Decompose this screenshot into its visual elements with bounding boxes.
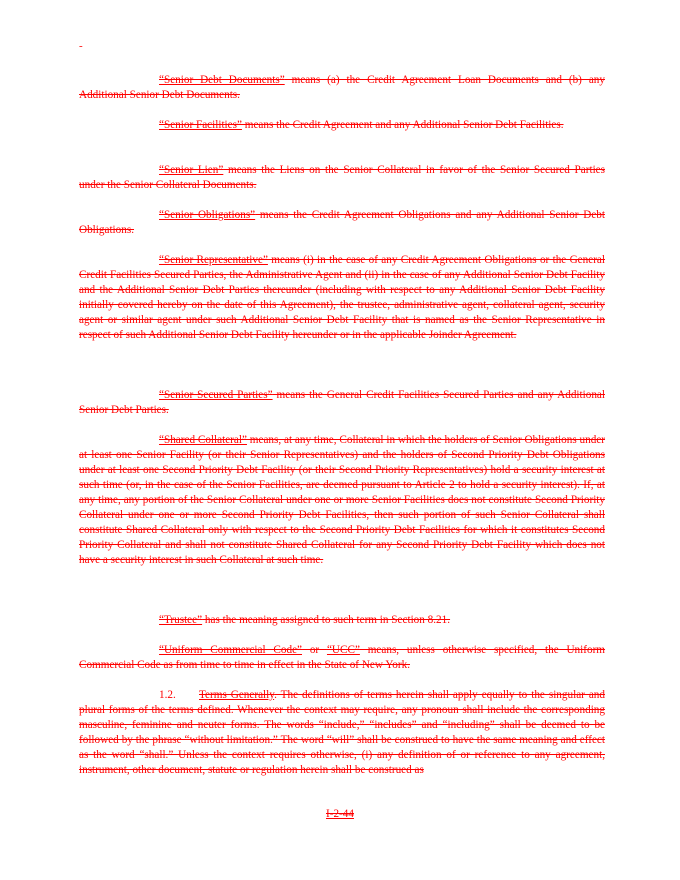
defined-term: “Senior Obligations” [159, 209, 256, 221]
definition-body: means (i) in the case of any Credit Agreement Obligations or the General Credit Facilities Secured Parties, the Administrative Agent and (ii) in the case of any Additional Senior Debt Facility and the Additional Senior Debt Parties thereunder (including with respect to any Additional Senior Debt Facility initially covered hereby on the date of this Agreement), the trustee, administrative agent, collateral agent, security agent or similar agent under such Additional Senior Debt Facility that is named as the Senior Representative in respect of such Additional Senior Debt Facility hereunder or in the applicable Joinder Agreement. [79, 254, 605, 341]
defined-term: “Uniform Commercial Code” [159, 644, 303, 656]
definition-senior-debt-documents [79, 73, 605, 103]
defined-term: “Senior Representative” [159, 254, 268, 266]
defined-term: “Senior Facilities” [159, 119, 242, 131]
definition-senior-facilities [79, 118, 605, 133]
defined-term: “Trustee” [159, 614, 203, 626]
defined-term: “Senior Secured Parties” [159, 389, 273, 401]
definition-uniform-commercial-code [79, 643, 605, 673]
definition-body: means, unless otherwise specified, the Uniform Commercial Code as from time to time in effect in the State of New York. [79, 644, 606, 671]
definition-body: means (a) the Credit Agreement Loan Documents and (b) any Additional Senior Debt Documents. [79, 74, 605, 101]
page-number: I-2-44 [326, 808, 354, 820]
defined-term-abbrev: “UCC” [326, 644, 360, 656]
definition-shared-collateral [79, 433, 605, 568]
definition-body: has the meaning assigned to such term in Section 8.21. [202, 614, 451, 626]
definition-body: means the Credit Agreement and any Additional Senior Debt Facilities. [241, 119, 564, 131]
defined-term: “Senior Debt Documents” [159, 74, 285, 86]
definition-senior-representative [79, 253, 605, 343]
definition-body: means the General Credit Facilities Secured Parties and any Additional Senior Debt Parties. [79, 389, 605, 416]
section-terms-generally [79, 688, 605, 778]
defined-term: “Senior Lien” [159, 164, 224, 176]
definition-senior-secured-parties [79, 388, 605, 418]
definition-body: means, at any time, Collateral in which the holders of Senior Obligations under at least one Senior Facility (or their Senior Representatives) and the holders of Second Priority Debt Obligations under at least one Second Priority Debt Facility (or their Second Priority Representatives) hold a security interest at such time (or, in the case of the Senior Facilities, are deemed pursuant to Article 2 to hold a security interest). If, at any time, any portion of the Senior Collateral under one or more Senior Facilities does not constitute Second Priority Collateral under one or more Second Priority Debt Facilities, then such portion of such Senior Collateral shall constitute Shared Collateral only with respect to the Second Priority Debt Facilities for which it constitutes Second Priority Collateral and shall not constitute Shared Collateral for any Second Priority Debt Facility which does not have a security interest in such Collateral at such time. [79, 434, 606, 566]
section-heading: Terms Generally [199, 689, 275, 701]
definition-trustee [79, 613, 605, 628]
definition-body: means the Liens on the Senior Collateral in favor of the Senior Secured Parties under the Senior Collateral Documents. [79, 164, 605, 191]
section-body: . The definitions of terms herein shall apply equally to the singular and plural forms of the terms defined. Whenever the context may require, any pronoun shall include the corresponding masculine, feminine and neuter forms. The words “include,” “includes” and “including” shall be deemed to be followed by the phrase “without limitation.” The word “will” shall be construed to have the same meaning and effect as the word “shall.” Unless the context requires otherwise, (i) any definition of or reference to any agreement, instrument, other document, statute or regulation herein shall be construed as [79, 689, 605, 776]
definition-connector: or [302, 644, 327, 656]
top-mark: - [79, 40, 83, 52]
definition-senior-lien [79, 163, 605, 193]
definition-body: means the Credit Agreement Obligations and any Additional Senior Debt Obligations. [79, 209, 605, 236]
defined-term: “Shared Collateral” [159, 434, 247, 446]
section-number: 1.2. [159, 689, 176, 701]
definition-senior-obligations [79, 208, 605, 238]
